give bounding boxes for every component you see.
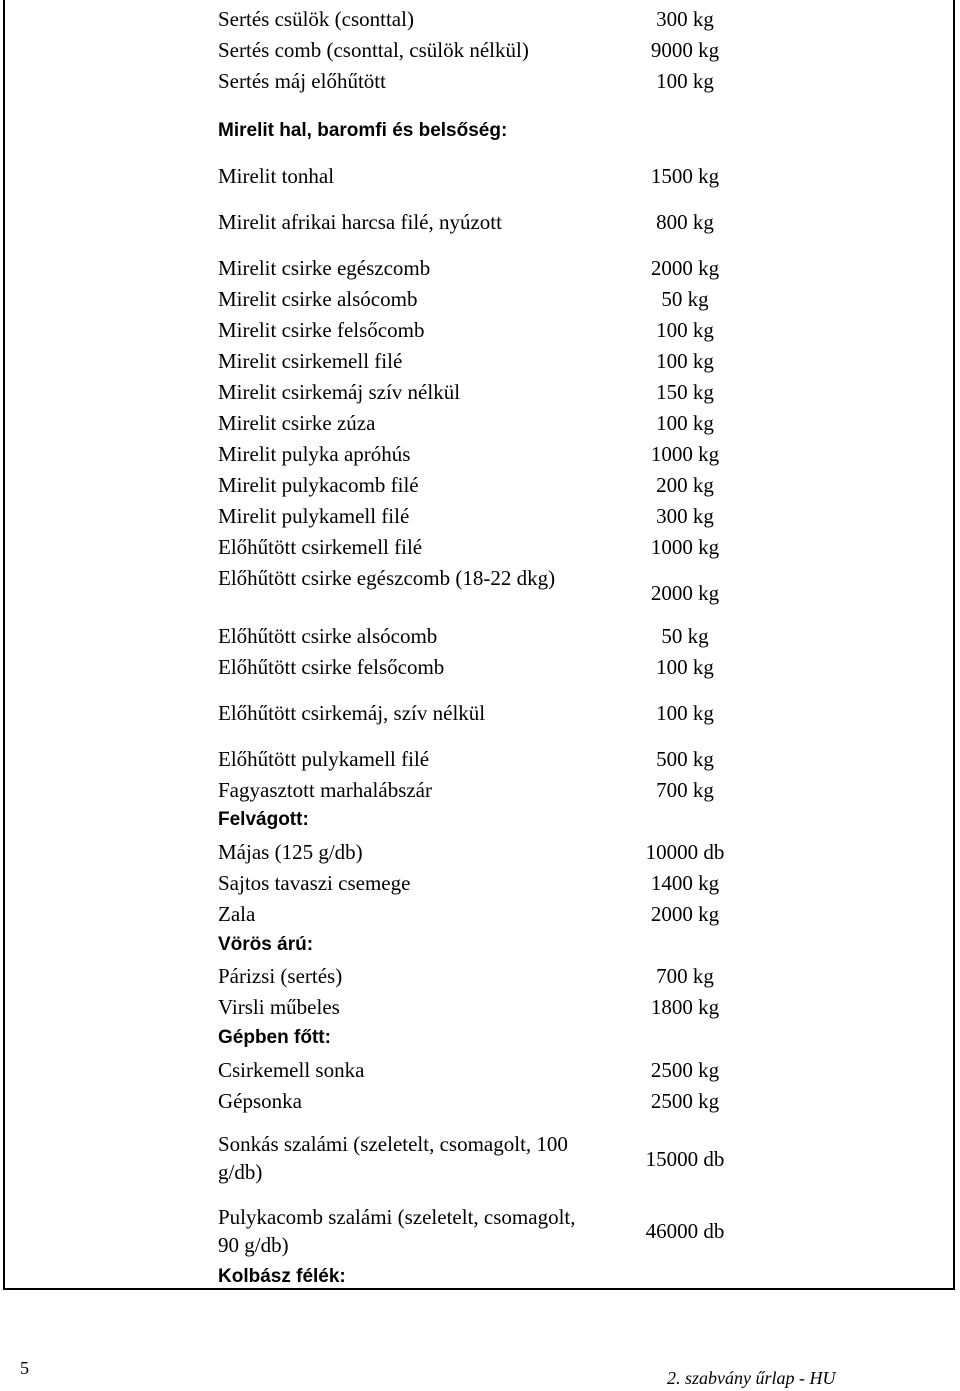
product-name: Mirelit csirke alsócomb — [218, 287, 418, 311]
product-name: Mirelit csirkemell filé — [218, 349, 403, 373]
page-number: 5 — [20, 1358, 29, 1378]
section-heading: Kolbász félék: — [218, 1266, 346, 1287]
product-quantity: 50 kg — [661, 287, 709, 311]
product-quantity: 1000 kg — [650, 442, 720, 466]
product-name: Előhűtött csirke felsőcomb — [218, 655, 445, 679]
product-quantity: 100 kg — [656, 318, 714, 342]
product-quantity: 1400 kg — [650, 871, 720, 895]
product-quantity: 500 kg — [656, 747, 714, 771]
product-name: Sertés comb (csonttal, csülök nélkül) — [218, 38, 529, 62]
product-name: Virsli műbeles — [218, 995, 340, 1019]
product-name: Sonkás szalámi (szeletelt, csomagolt, 100 g/db) — [218, 1132, 568, 1184]
product-quantity: 1000 kg — [650, 535, 720, 559]
product-quantity: 700 kg — [656, 964, 714, 988]
product-quantity: 2000 kg — [650, 902, 720, 926]
section-heading: Vörös árú: — [218, 934, 314, 955]
product-quantity: 100 kg — [656, 69, 714, 93]
product-quantity: 100 kg — [656, 655, 714, 679]
product-quantity: 300 kg — [656, 7, 714, 31]
section-heading: Mirelit hal, baromfi és belsőség: — [218, 120, 508, 141]
product-table-frame — [3, 0, 955, 1290]
product-quantity: 2000 kg — [650, 256, 720, 280]
product-name: Májas (125 g/db) — [218, 840, 363, 864]
product-quantity: 2500 kg — [650, 1089, 720, 1113]
product-name: Mirelit pulykacomb filé — [218, 473, 419, 497]
product-name: Zala — [218, 902, 256, 926]
product-quantity: 50 kg — [661, 624, 709, 648]
product-quantity: 100 kg — [656, 411, 714, 435]
product-name: Mirelit csirke felsőcomb — [218, 318, 425, 342]
product-name: Előhűtött csirke alsócomb — [218, 624, 438, 648]
product-quantity: 700 kg — [656, 778, 714, 802]
product-quantity: 200 kg — [656, 473, 714, 497]
product-name: Pulykacomb szalámi (szeletelt, csomagolt, 90 g/db) — [218, 1205, 576, 1257]
product-name: Előhűtött csirkemáj, szív nélkül — [218, 701, 486, 725]
product-quantity: 800 kg — [656, 210, 714, 234]
product-quantity: 1500 kg — [650, 164, 720, 188]
product-quantity: 150 kg — [656, 380, 714, 404]
product-name: Előhűtött csirkemell filé — [218, 535, 423, 559]
product-name: Sajtos tavaszi csemege — [218, 871, 411, 895]
product-name: Mirelit tonhal — [218, 164, 335, 188]
product-quantity: 100 kg — [656, 701, 714, 725]
product-quantity: 9000 kg — [650, 38, 720, 62]
product-name: Mirelit csirke zúza — [218, 411, 376, 435]
product-quantity: 300 kg — [656, 504, 714, 528]
product-quantity: 1800 kg — [650, 995, 720, 1019]
product-name: Mirelit afrikai harcsa filé, nyúzott — [218, 210, 502, 234]
product-name: Mirelit csirke egészcomb — [218, 256, 431, 280]
section-heading: Felvágott: — [218, 809, 309, 830]
product-name: Előhűtött pulykamell filé — [218, 747, 430, 771]
product-quantity: 100 kg — [656, 349, 714, 373]
product-name: Párizsi (sertés) — [218, 964, 343, 988]
product-name: Előhűtött csirke egészcomb (18-22 dkg) — [218, 566, 556, 590]
product-quantity: 2500 kg — [650, 1058, 720, 1082]
product-name: Csirkemell sonka — [218, 1058, 365, 1082]
product-quantity: 15000 db — [645, 1147, 725, 1171]
product-quantity: 10000 db — [645, 840, 725, 864]
section-heading: Gépben főtt: — [218, 1027, 331, 1048]
form-label: 2. szabvány űrlap - HU — [667, 1368, 836, 1388]
product-name: Sertés máj előhűtött — [218, 69, 386, 93]
product-name: Fagyasztott marhalábszár — [218, 778, 432, 802]
product-name: Mirelit csirkemáj szív nélkül — [218, 380, 461, 404]
product-quantity: 2000 kg — [650, 581, 720, 605]
product-name: Mirelit pulyka apróhús — [218, 442, 411, 466]
product-name: Mirelit pulykamell filé — [218, 504, 410, 528]
product-name: Sertés csülök (csonttal) — [218, 7, 414, 31]
product-quantity: 46000 db — [645, 1219, 725, 1243]
product-name: Gépsonka — [218, 1089, 302, 1113]
